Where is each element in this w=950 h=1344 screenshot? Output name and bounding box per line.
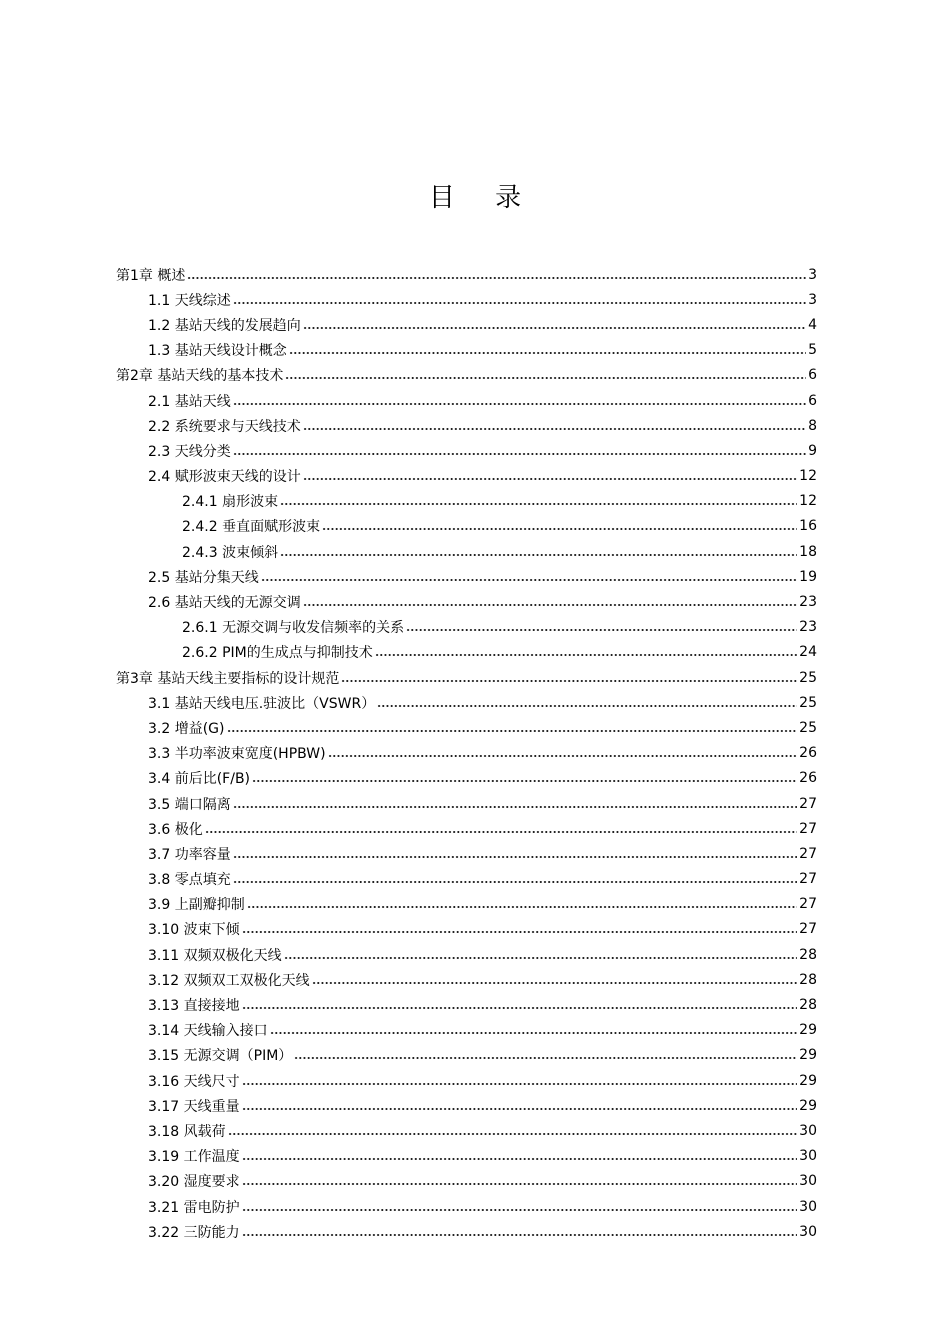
dot-leader [280,543,797,557]
toc-entry-title: 3.13 直接接地 [148,998,240,1015]
toc-section-entry[interactable] [116,992,817,1017]
toc-chapter-entry[interactable] [116,262,817,287]
toc-entry-title: 3.8 零点填充 [148,872,231,889]
toc-entry-title: 3.15 无源交调（PIM） [148,1048,293,1065]
toc-section-entry[interactable] [116,892,817,917]
toc-entry-title: 3.10 波束下倾 [148,922,240,939]
toc-entry-title: 2.4 赋形波束天线的设计 [148,469,301,486]
toc-entry-title: 2.6 基站天线的无源交调 [148,595,301,612]
toc-entry-title: 3.19 工作温度 [148,1149,240,1166]
toc-page-number: 30 [799,1122,817,1139]
toc-section-entry[interactable] [116,1118,817,1143]
toc-chapter-entry[interactable] [116,665,817,690]
dot-leader [242,996,798,1010]
dot-leader [242,1097,798,1111]
toc-page-number: 6 [808,367,817,384]
toc-entry-title: 2.4.1 扇形波束 [182,494,279,511]
toc-entry-title: 3.14 天线输入接口 [148,1023,268,1040]
toc-page-number: 30 [799,1173,817,1190]
toc-page-number: 8 [808,417,817,434]
toc-page-number: 23 [799,619,817,636]
toc-entry-title: 3.22 三防能力 [148,1224,240,1241]
toc-subsection-entry[interactable] [116,539,817,564]
toc-page-number: 23 [799,594,817,611]
toc-page-number: 29 [799,1047,817,1064]
toc-entry-title: 3.5 端口隔离 [148,796,231,813]
dot-leader [406,618,797,632]
toc-entry-title: 3.3 半功率波束宽度(HPBW) [148,746,326,763]
toc-entry-title: 1.1 天线综述 [148,292,231,309]
toc-page-number: 3 [808,291,817,308]
toc-entry-title: 2.2 系统要求与天线技术 [148,418,301,435]
toc-section-entry[interactable] [116,791,817,816]
toc-section-entry[interactable] [116,388,817,413]
toc-section-entry[interactable] [116,1018,817,1043]
toc-entry-title: 第1章 概述 [116,267,186,284]
toc-section-entry[interactable] [116,413,817,438]
dot-leader [377,694,797,708]
toc-section-entry[interactable] [116,690,817,715]
toc-page-number: 28 [799,946,817,963]
toc-page-number: 19 [799,568,817,585]
dot-leader [285,366,806,380]
dot-leader [303,417,806,431]
toc-entry-title: 3.21 雷电防护 [148,1199,240,1216]
toc-page-number: 27 [799,921,817,938]
toc-entry-title: 第2章 基站天线的基本技术 [116,368,284,385]
toc-subsection-entry[interactable] [116,640,817,665]
toc-entry-title: 2.4.2 垂直面赋形波束 [182,519,321,536]
dot-leader [233,392,806,406]
toc-page-number: 27 [799,896,817,913]
dot-leader [247,895,797,909]
toc-page-number: 30 [799,1223,817,1240]
toc-section-entry[interactable] [116,741,817,766]
dot-leader [303,467,797,481]
dot-leader [233,870,797,884]
dot-leader [242,1198,798,1212]
toc-page-number: 9 [808,442,817,459]
toc-page-number: 4 [808,316,817,333]
toc-section-entry[interactable] [116,1194,817,1219]
toc-entry-title: 第3章 基站天线主要指标的设计规范 [116,670,340,687]
toc-section-entry[interactable] [116,917,817,942]
dot-leader [328,744,798,758]
toc-entry-title: 2.1 基站天线 [148,393,231,410]
toc-entry-title: 2.4.3 波束倾斜 [182,544,279,561]
dot-leader [242,920,798,934]
toc-page-number: 29 [799,1022,817,1039]
toc-page-number: 12 [799,468,817,485]
toc-section-entry[interactable] [116,1144,817,1169]
toc-page-number: 29 [799,1097,817,1114]
dot-leader [312,971,798,985]
toc-section-entry[interactable] [116,312,817,337]
toc-page-number: 27 [799,845,817,862]
dot-leader [242,1147,798,1161]
toc-subsection-entry[interactable] [116,489,817,514]
toc-section-entry[interactable] [116,1169,817,1194]
toc-section-entry[interactable] [116,841,817,866]
toc-page-number: 16 [799,518,817,535]
toc-subsection-entry[interactable] [116,514,817,539]
toc-page-number: 26 [799,770,817,787]
toc-entry-title: 1.2 基站天线的发展趋向 [148,317,301,334]
toc-section-entry[interactable] [116,287,817,312]
dot-leader [322,517,797,531]
dot-leader [270,1021,798,1035]
toc-entry-title: 3.18 风载荷 [148,1123,226,1140]
toc-page-number: 3 [808,266,817,283]
toc-chapter-entry[interactable] [116,363,817,388]
toc-entry-title: 2.5 基站分集天线 [148,569,259,586]
toc-page-number: 30 [799,1148,817,1165]
toc-section-entry[interactable] [116,967,817,992]
dot-leader [294,1046,797,1060]
table-of-contents [116,262,817,1244]
toc-section-entry[interactable] [116,1068,817,1093]
toc-section-entry[interactable] [116,1043,817,1068]
dot-leader [187,266,806,280]
toc-entry-title: 3.1 基站天线电压.驻波比（VSWR） [148,695,376,712]
toc-page-number: 6 [808,392,817,409]
dot-leader [375,643,797,657]
dot-leader [280,492,797,506]
dot-leader [341,669,797,683]
dot-leader [242,1223,798,1237]
toc-section-entry[interactable] [116,942,817,967]
toc-page-number: 30 [799,1198,817,1215]
dot-leader [289,341,806,355]
toc-entry-title: 3.4 前后比(F/B) [148,771,251,788]
toc-entry-title: 1.3 基站天线设计概念 [148,343,287,360]
toc-entry-title: 3.11 双频双极化天线 [148,947,282,964]
toc-entry-title: 3.20 湿度要求 [148,1174,240,1191]
dot-leader [233,795,797,809]
dot-leader [242,1072,798,1086]
toc-section-entry[interactable] [116,1219,817,1244]
toc-entry-title: 3.12 双频双工双极化天线 [148,972,310,989]
dot-leader [205,820,797,834]
page-title: 目 录 [428,183,538,213]
toc-entry-title: 3.7 功率容量 [148,846,231,863]
toc-page-number: 27 [799,795,817,812]
toc-entry-title: 2.3 天线分类 [148,443,231,460]
toc-section-entry[interactable] [116,589,817,614]
dot-leader [284,946,798,960]
dot-leader [233,845,797,859]
toc-section-entry[interactable] [116,715,817,740]
dot-leader [227,719,798,733]
toc-page-number: 25 [799,669,817,686]
toc-page-number: 25 [799,719,817,736]
toc-page-number: 5 [808,342,817,359]
dot-leader [303,316,806,330]
toc-section-entry[interactable] [116,438,817,463]
toc-page-number: 18 [799,543,817,560]
toc-section-entry[interactable] [116,816,817,841]
toc-entry-title: 3.17 天线重量 [148,1098,240,1115]
toc-page-number: 24 [799,644,817,661]
toc-entry-title: 3.2 增益(G) [148,720,225,737]
dot-leader [252,769,797,783]
toc-page-number: 27 [799,820,817,837]
toc-section-entry[interactable] [116,564,817,589]
toc-section-entry[interactable] [116,867,817,892]
toc-page-number: 25 [799,694,817,711]
dot-leader [233,291,806,305]
dot-leader [242,1172,798,1186]
toc-page-number: 28 [799,971,817,988]
toc-page-number: 27 [799,871,817,888]
dot-leader [303,593,797,607]
toc-section-entry[interactable] [116,1093,817,1118]
toc-entry-title: 2.6.1 无源交调与收发信频率的关系 [182,620,405,637]
toc-page-number: 12 [799,493,817,510]
toc-section-entry[interactable] [116,766,817,791]
toc-page-number: 28 [799,997,817,1014]
toc-subsection-entry[interactable] [116,615,817,640]
toc-page-number: 26 [799,745,817,762]
toc-section-entry[interactable] [116,464,817,489]
dot-leader [261,568,797,582]
dot-leader [233,442,806,456]
dot-leader [228,1122,798,1136]
toc-entry-title: 3.16 天线尺寸 [148,1073,240,1090]
toc-page-number: 29 [799,1072,817,1089]
toc-section-entry[interactable] [116,338,817,363]
toc-entry-title: 2.6.2 PIM的生成点与抑制技术 [182,645,373,662]
toc-entry-title: 3.9 上副瓣抑制 [148,897,245,914]
toc-entry-title: 3.6 极化 [148,821,203,838]
